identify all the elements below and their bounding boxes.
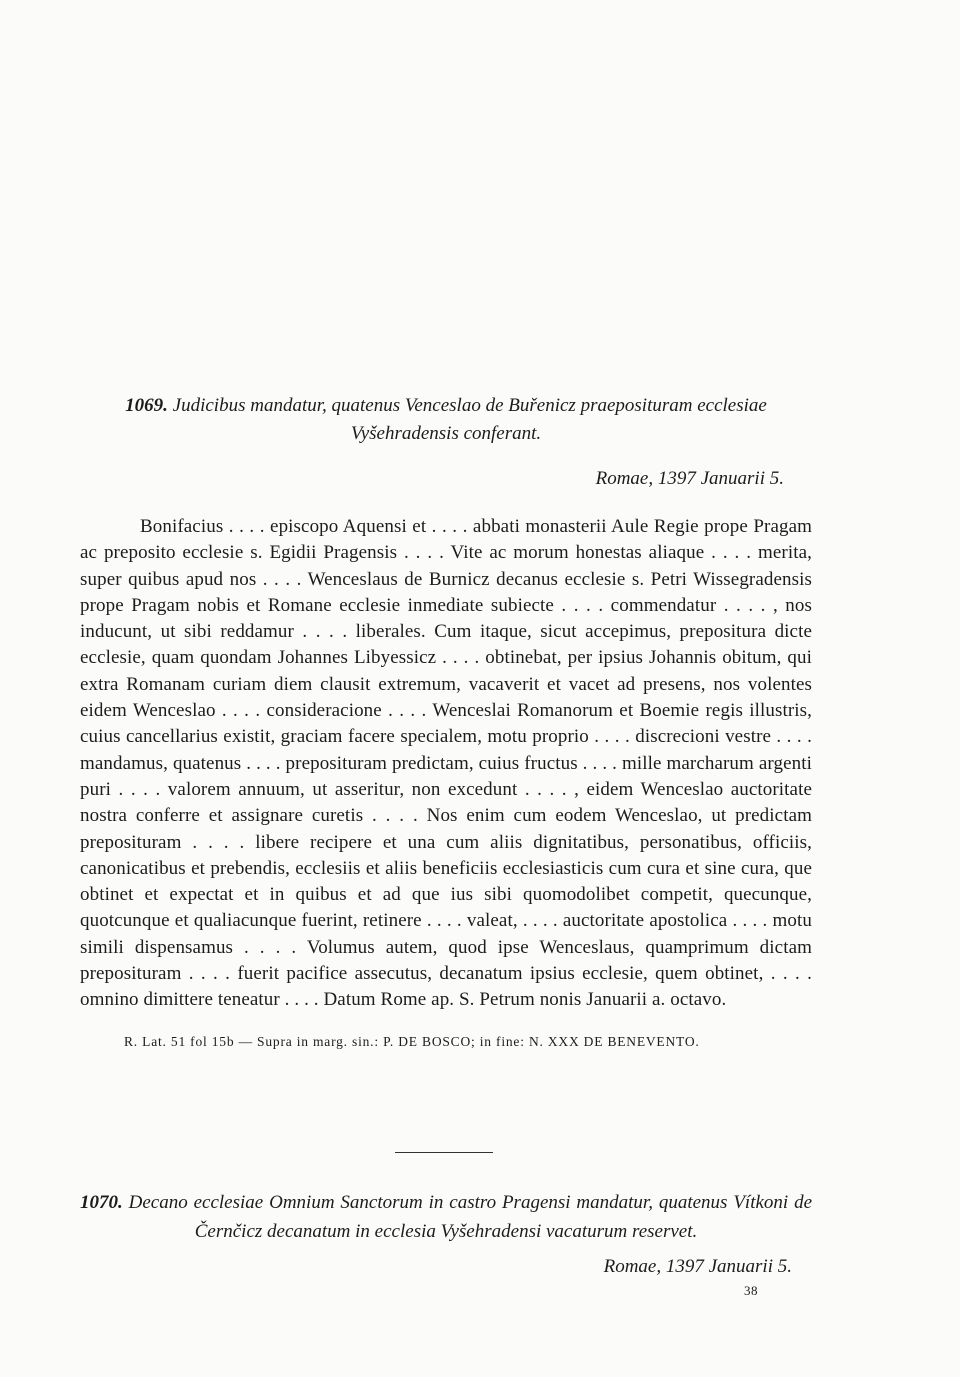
entry-heading — [80, 1188, 812, 1246]
entry-heading — [80, 392, 812, 448]
page-number: 38 — [744, 1283, 758, 1298]
entry-1070 — [80, 1188, 812, 1280]
entry-dateline: Romae, 1397 Januarii 5. — [603, 1256, 792, 1277]
entry-number: 1069. — [125, 395, 168, 416]
entry-heading-text: Judicibus mandatur, quatenus Venceslao de Buřenicz praeposituram ecclesiae Vyšehradensis conferant. — [172, 395, 767, 444]
entry-dateline: Romae, 1397 Januarii 5. — [595, 468, 784, 489]
entry-1069 — [80, 392, 812, 1052]
source-note: R. Lat. 51 fol 15b — Supra in marg. sin.: P. DE BOSCO; in fine: N. XXX DE BENEVENTO. — [124, 1033, 700, 1049]
separator-rule — [395, 1152, 493, 1153]
entry-number: 1070. — [80, 1192, 123, 1213]
entry-heading-text: Decano ecclesiae Omnium Sanctorum in castro Pragensi mandatur, quatenus Vítkoni de Černčicz decanatum in ecclesia Vyšehradensi vacaturum reservet. — [128, 1192, 813, 1242]
entry-body: Bonifacius . . . . episcopo Aquensi et . . . . abbati monasterii Aule Regie prope Pragam ac preposito ecclesie s. Egidii Pragensis . . . . Vite ac morum honestas aliaque . . . . merita, super quibus apud nos . . . . Wenceslaus de Burnicz decanus ecclesie s. Petri Wissegradensis prope Pragam nobis et Romane ecclesie inmediate subiecte . . . . commendatur . . . . , nos inducunt, ut sibi reddamur . . . . liberales. Cum itaque, sicut accepimus, prepositura dicte ecclesie, quam quondam Johannes Libyessicz . . . . obtinebat, per ipsius Johannis obitum, qui extra Romanam curiam diem clausit extremum, vacaverit et vacet ad presens, nos volentes eidem Wenceslao . . . . consideracione . . . . Wenceslai Romanorum et Boemie regis illustris, cuius cancellarius existit, graciam facere specialem, motu proprio . . . . discrecioni vestre . . . . mandamus, quatenus . . . . preposituram predictam, cuius fructus . . . . mille marcharum argenti puri . . . . valorem annuum, ut asseritur, non excedunt . . . . , eidem Wenceslao auctoritate nostra conferre et assignare curetis . . . . Nos enim cum eodem Wenceslao, ut predictam preposituram . . . . libere recipere et una cum aliis dignitatibus, personatibus, officiis, canonicatibus et prebendis, ecclesiis et aliis beneficiis ecclesiasticis cum cura et sine cura, que obtinet et expectat et in quibus et ad que ius sibi quomodolibet competit, quecunque, quotcunque et qualiacunque fuerint, retinere . . . . valeat, . . . . auctoritate apostolica . . . . motu simili dispensamus . . . . Volumus autem, quod ipse Wenceslaus, quamprimum dictam preposituram . . . . fuerit pacifice assecutus, decanatum ipsius ecclesie, quem obtinet, . . . . omnino dimittere teneatur . . . . Datum Rome ap. S. Petrum nonis Januarii a. octavo. — [80, 516, 812, 1011]
